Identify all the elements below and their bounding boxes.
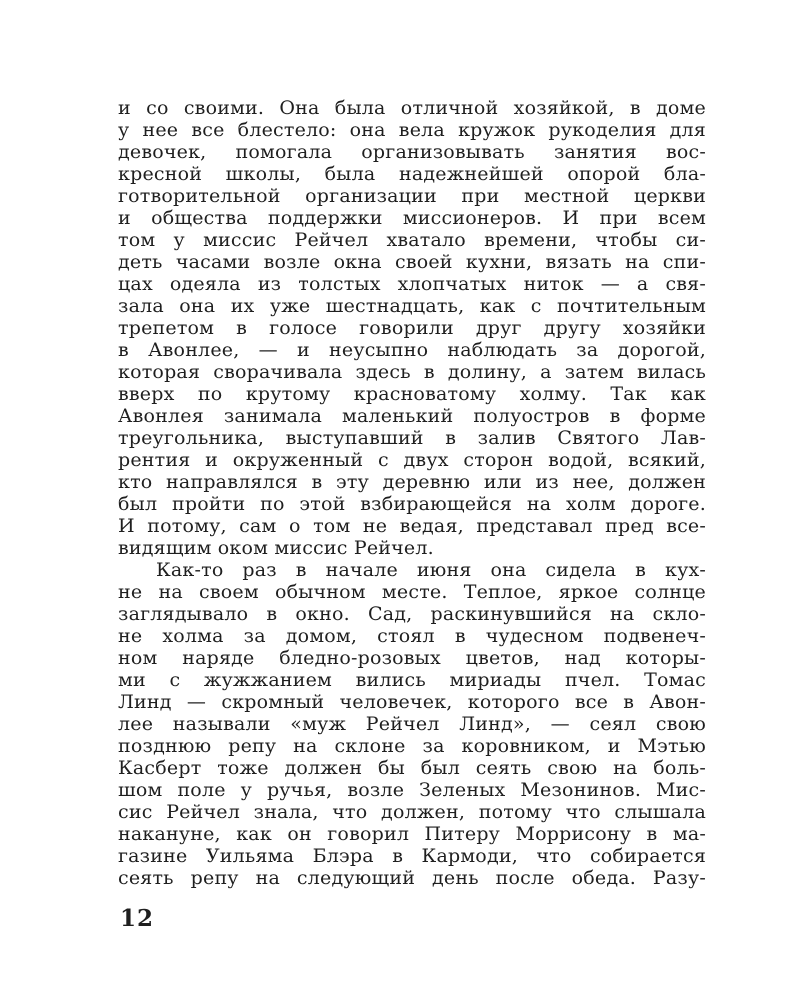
page-number: 12 [120,905,155,932]
text-line: деть часами возле окна своей кухни, вязать на спи- [118,251,706,273]
text-line: видящим оком миссис Рейчел. [118,537,434,559]
text-line: заглядывало в окно. Сад, раскинувшийся на скло- [118,603,706,625]
text-line: в Авонлее, — и неусыпно наблюдать за дорогой, [118,339,706,361]
text-line: Касберт тоже должен бы был сеять свою на боль- [118,757,706,779]
text-line: трепетом в голосе говорили друг другу хозяйки [118,317,706,339]
text-line: готворительной организации при местной церкви [118,185,706,207]
text-line: И потому, сам о том не ведая, представал пред все- [118,515,706,537]
text-line: был пройти по этой взбирающейся на холм дороге. [118,493,706,515]
text-line: том у миссис Рейчел хватало времени, чтобы си- [118,229,706,251]
text-line: и со своими. Она была отличной хозяйкой, в доме [118,97,706,119]
text-line: ми с жужжанием вились мириады пчел. Томас [118,669,706,691]
text-line: Как-то раз в начале июня она сидела в кух- [156,559,706,581]
text-line: кто направлялся в эту деревню или из нее, должен [118,471,706,493]
text-line: треугольника, выступавший в залив Святого Лав- [118,427,706,449]
text-line: ном наряде бледно-розовых цветов, над которы- [118,647,706,669]
text-line: позднюю репу на склоне за коровником, и Мэтью [118,735,706,757]
text-line: рентия и окруженный с двух сторон водой, всякий, [118,449,706,471]
text-line: кресной школы, была надежнейшей опорой бла- [118,163,706,185]
text-line: которая сворачивала здесь в долину, а затем вилась [118,361,706,383]
text-line: зала она их уже шестнадцать, как с почтительным [118,295,706,317]
text-line: не на своем обычном месте. Теплое, яркое солнце [118,581,706,603]
text-line: сис Рейчел знала, что должен, потому что слышала [118,801,706,823]
text-line: шом поле у ручья, возле Зеленых Мезонинов. Мис- [118,779,706,801]
text-line: вверх по крутому красноватому холму. Так как [118,383,706,405]
text-line: Линд — скромный человечек, которого все в Авон- [118,691,706,713]
text-line: Авонлея занимала маленький полуостров в форме [118,405,706,427]
text-line: сеять репу на следующий день после обеда. Разу- [118,867,706,889]
text-line: у нее все блестело: она вела кружок рукоделия для [118,119,706,141]
text-line: накануне, как он говорил Питеру Моррисону в ма- [118,823,706,845]
text-line: и общества поддержки миссионеров. И при всем [118,207,706,229]
text-line: газине Уильяма Блэра в Кармоди, что собирается [118,845,706,867]
text-line: не холма за домом, стоял в чудесном подвенеч- [118,625,706,647]
text-line: девочек, помогала организовывать занятия вос- [118,141,706,163]
text-line: цах одеяла из толстых хлопчатых ниток — а свя- [118,273,706,295]
text-line: лее называли «муж Рейчел Линд», — сеял свою [118,713,706,735]
page-text [118,97,706,889]
